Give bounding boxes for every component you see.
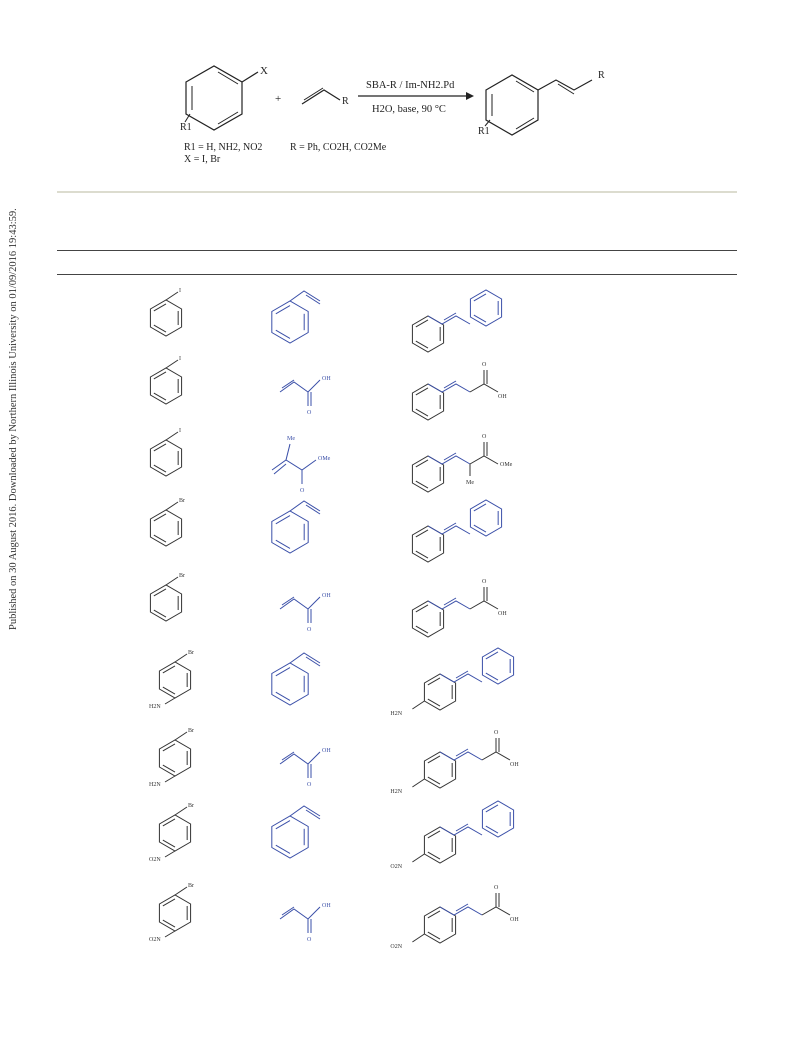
svg-text:O2N: O2N — [390, 864, 403, 870]
svg-text:OH: OH — [510, 917, 519, 923]
svg-text:OH: OH — [498, 394, 507, 400]
table-row — [149, 801, 514, 870]
reaction-scheme — [0, 0, 793, 190]
product-r1-label: R1 — [478, 126, 490, 137]
svg-text:Br: Br — [188, 728, 194, 734]
svg-text:I: I — [179, 428, 181, 434]
aryl-halide-bromobenzene — [150, 573, 185, 621]
svg-text:O: O — [482, 434, 487, 440]
product-nitro-cinnamic-acid — [390, 885, 519, 950]
table-header-rule — [57, 250, 737, 251]
svg-text:OH: OH — [322, 376, 331, 382]
table-row — [149, 883, 519, 950]
table-row — [150, 573, 507, 637]
product-structure — [478, 70, 605, 137]
substrate-table — [0, 276, 793, 976]
alkene-acrylic-acid — [280, 903, 331, 943]
aryl-halide-iodobenzene — [150, 288, 181, 336]
svg-text:O2N: O2N — [149, 937, 161, 943]
svg-text:OH: OH — [322, 903, 331, 909]
svg-text:O2N: O2N — [149, 857, 161, 863]
table-row — [149, 728, 519, 795]
svg-text:Me: Me — [287, 436, 295, 442]
svg-text:H2N: H2N — [390, 789, 403, 795]
alkene-acrylic-acid — [280, 593, 331, 633]
svg-text:O: O — [494, 885, 499, 891]
svg-text:H2N: H2N — [149, 704, 161, 710]
legend-r1: R1 = H, NH2, NO2 — [184, 142, 263, 153]
svg-text:Br: Br — [179, 498, 185, 504]
product-methyl-cinnamate-me — [412, 434, 512, 492]
aryl-halide-bromoaniline — [149, 650, 194, 710]
product-cinnamic-acid — [412, 579, 507, 637]
product-nitro-stilbene — [390, 801, 513, 870]
table-header-rule-lower — [57, 274, 737, 275]
svg-text:Br: Br — [179, 573, 185, 579]
alkene-styrene — [272, 653, 320, 705]
aryl-halide-iodobenzene — [150, 428, 181, 476]
alkene-styrene — [272, 501, 320, 553]
product-r-label: R — [598, 70, 605, 81]
svg-text:O: O — [307, 627, 312, 633]
r1-label: R1 — [180, 122, 192, 133]
svg-text:O: O — [494, 730, 499, 736]
aryl-halide-bromonitrobenzene — [149, 803, 194, 863]
conditions-bottom: H2O, base, 90 °C — [372, 104, 446, 115]
legend-r: R = Ph, CO2H, CO2Me — [290, 142, 387, 153]
svg-text:Br: Br — [188, 803, 194, 809]
svg-text:Br: Br — [188, 650, 194, 656]
aryl-halide-bromobenzene — [150, 498, 185, 546]
svg-text:H2N: H2N — [390, 711, 403, 717]
svg-text:O: O — [307, 410, 312, 416]
table-row — [150, 288, 501, 352]
plus-sign: + — [275, 93, 282, 105]
table-row — [150, 356, 507, 420]
download-notice-text: Published on 30 August 2016. Downloaded by Northern Illinois University on 01/09/2016 19:43:59. — [8, 208, 19, 630]
product-cinnamic-acid — [412, 362, 507, 420]
svg-text:OH: OH — [510, 762, 519, 768]
alkene-acrylic-acid — [280, 748, 331, 788]
svg-text:O: O — [482, 362, 487, 368]
aryl-halide-bromonitrobenzene — [149, 883, 194, 943]
aryl-halide-bromoaniline — [149, 728, 194, 788]
svg-text:I: I — [179, 356, 181, 362]
svg-text:O: O — [307, 782, 312, 788]
svg-text:OMe: OMe — [318, 456, 331, 462]
svg-text:I: I — [179, 288, 181, 294]
reaction-arrow — [358, 80, 474, 115]
svg-text:OH: OH — [498, 611, 507, 617]
product-amino-cinnamic-acid — [390, 730, 519, 795]
aryl-halide-structure — [180, 65, 268, 133]
alkene-styrene — [272, 291, 320, 343]
table-row — [150, 428, 512, 494]
divider-top — [57, 191, 737, 193]
svg-text:OH: OH — [322, 748, 331, 754]
svg-text:O2N: O2N — [390, 944, 403, 950]
svg-text:Me: Me — [466, 480, 474, 486]
product-stilbene — [412, 290, 501, 352]
svg-text:O: O — [300, 488, 305, 494]
conditions-top: SBA-R / Im-NH2.Pd — [366, 80, 455, 91]
svg-text:Br: Br — [188, 883, 194, 889]
svg-text:OH: OH — [322, 593, 331, 599]
svg-text:H2N: H2N — [149, 782, 161, 788]
halide-x-label: X — [260, 65, 268, 77]
legend-x: X = I, Br — [184, 154, 221, 165]
product-amino-stilbene — [390, 648, 513, 717]
alkene-r-label: R — [342, 96, 349, 107]
svg-text:OMe: OMe — [500, 462, 513, 468]
product-stilbene — [412, 500, 501, 562]
alkene-acrylic-acid — [280, 376, 331, 416]
alkene-structure — [302, 88, 349, 107]
alkene-styrene — [272, 806, 320, 858]
table-row — [150, 498, 501, 562]
alkene-methyl-methacrylate — [272, 436, 331, 494]
svg-text:O: O — [307, 937, 312, 943]
aryl-halide-iodobenzene — [150, 356, 181, 404]
svg-text:O: O — [482, 579, 487, 585]
table-row — [149, 648, 514, 717]
